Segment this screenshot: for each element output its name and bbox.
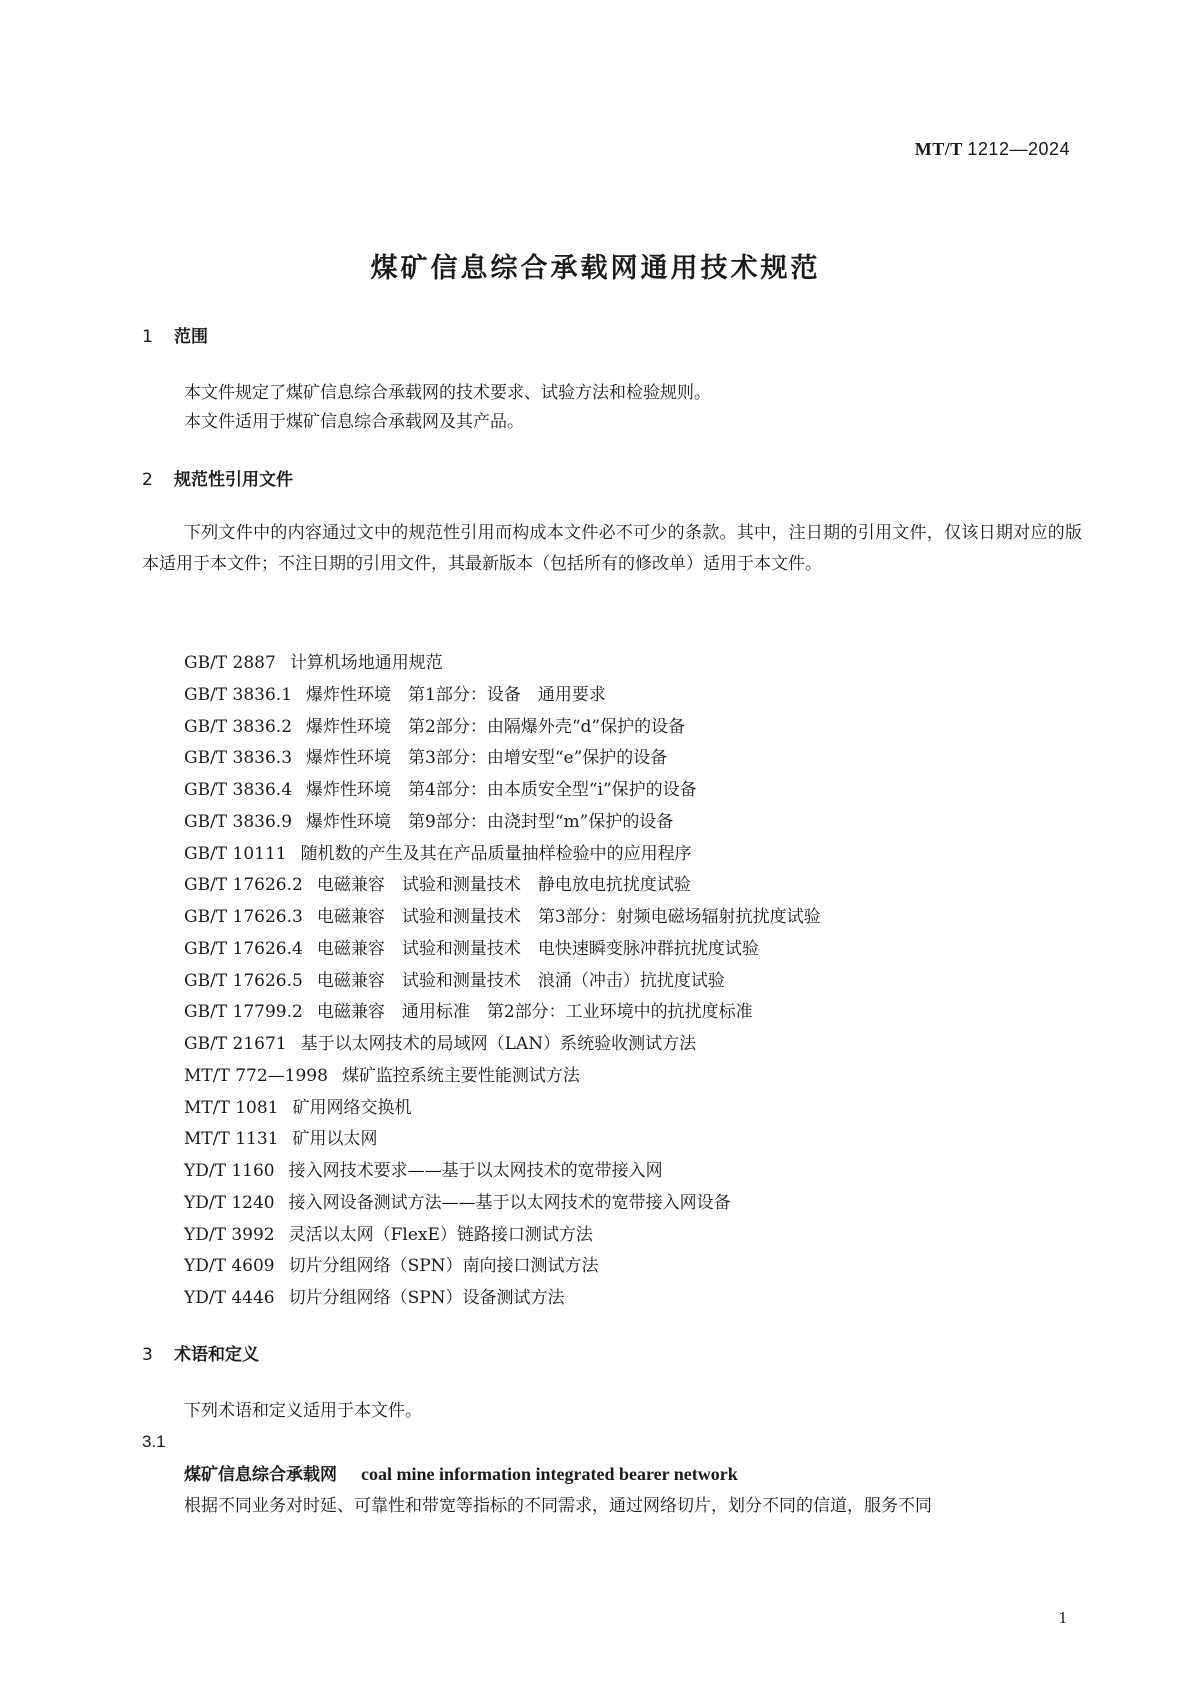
reference-code: MT/T 1081 [184,1097,279,1118]
reference-title: 切片分组网络（SPN）设备测试方法 [288,1288,565,1308]
reference-list [184,648,821,1315]
section-title: 术语和定义 [174,1345,259,1365]
section-title: 范围 [174,327,208,347]
page-number: 1 [1058,1608,1067,1627]
reference-title: 爆炸性环境 第3部分：由增安型“e”保护的设备 [306,748,668,769]
reference-title: 电磁兼容 试验和测量技术 第3部分：射频电磁场辐射抗扰度试验 [316,907,821,927]
reference-title: 接入网设备测试方法——基于以太网技术的宽带接入网设备 [288,1192,731,1213]
list-item [184,1188,821,1220]
reference-code: GB/T 17626.4 [184,938,303,959]
reference-title: 爆炸性环境 第9部分：由浇封型“m”保护的设备 [306,811,674,832]
reference-code: GB/T 2887 [184,653,276,673]
document-title: 煤矿信息综合承载网通用技术规范 [370,253,821,284]
reference-code: MT/T 772—1998 [184,1065,328,1086]
reference-code: YD/T 1240 [184,1192,275,1213]
reference-title: 矿用以太网 [292,1129,378,1150]
reference-title: 电磁兼容 试验和测量技术 浪涌（冲击）抗扰度试验 [316,970,725,991]
reference-title: 煤矿监控系统主要性能测试方法 [341,1065,580,1086]
reference-title: 爆炸性环境 第2部分：由隔爆外壳“d”保护的设备 [306,716,686,737]
paragraph: 下列术语和定义适用于本文件。 [184,1401,422,1421]
list-item [184,870,821,902]
reference-title: 矿用网络交换机 [292,1097,412,1118]
reference-title: 灵活以太网（FlexE）链路接口测试方法 [288,1224,593,1245]
list-item [184,1124,821,1156]
list-item [184,743,821,775]
list-item [184,1029,821,1061]
list-item [184,680,821,712]
reference-code: GB/T 17799.2 [184,1002,303,1023]
standard-prefix: MT/T [914,139,963,159]
list-item [184,1283,821,1315]
list-item [184,839,821,871]
section-heading-terms-and-definitions [142,1340,259,1365]
section-heading-scope [142,322,208,347]
list-item [184,1156,821,1188]
reference-title: 计算机场地通用规范 [289,653,443,673]
term-entry [184,1460,738,1485]
reference-code: YD/T 4446 [184,1288,275,1308]
list-item [184,997,821,1029]
reference-title: 切片分组网络（SPN）南向接口测试方法 [288,1256,599,1277]
section-title: 规范性引用文件 [174,470,293,490]
reference-code: GB/T 17626.5 [184,970,303,991]
paragraph: 本文件适用于煤矿信息综合承载网及其产品。 [184,412,524,432]
reference-title: 爆炸性环境 第4部分：由本质安全型“i”保护的设备 [306,780,697,800]
reference-code: YD/T 1160 [184,1161,275,1181]
reference-title: 爆炸性环境 第1部分：设备 通用要求 [306,684,606,705]
reference-code: GB/T 3836.2 [184,716,293,737]
reference-code: YD/T 4609 [184,1256,275,1277]
section-number: 2 [142,470,153,490]
paragraph: 本文件规定了煤矿信息综合承载网的技术要求、试验方法和检验规则。 [184,383,711,403]
list-item [184,648,821,680]
term-number: 3.1 [142,1432,166,1451]
standard-code [915,139,1070,160]
reference-title: 基于以太网技术的局域网（LAN）系统验收测试方法 [300,1034,697,1054]
list-item [184,1220,821,1252]
term-english: coal mine information integrated bearer network [361,1464,738,1484]
reference-code: GB/T 17626.3 [184,907,303,927]
reference-code: GB/T 3836.9 [184,811,293,832]
reference-code: MT/T 1131 [184,1129,279,1150]
list-item [184,1061,821,1093]
list-item [184,934,821,966]
term-definition: 根据不同业务对时延、可靠性和带宽等指标的不同需求，通过网络切片，划分不同的信道，服务不同 [184,1496,932,1516]
list-item [184,902,821,934]
list-item [184,966,821,998]
list-item [184,807,821,839]
reference-code: GB/T 3836.1 [184,684,293,705]
section-number: 3 [142,1345,153,1365]
reference-code: GB/T 21671 [184,1034,287,1054]
reference-title: 电磁兼容 试验和测量技术 电快速瞬变脉冲群抗扰度试验 [316,938,759,959]
reference-title: 接入网技术要求——基于以太网技术的宽带接入网 [288,1161,663,1181]
list-item [184,775,821,807]
reference-code: GB/T 10111 [184,843,287,864]
list-item [184,1251,821,1283]
reference-code: GB/T 3836.4 [184,780,293,800]
reference-title: 电磁兼容 通用标准 第2部分：工业环境中的抗扰度标准 [316,1002,753,1023]
reference-code: GB/T 3836.3 [184,748,293,769]
standard-number: 1212—2024 [967,139,1070,159]
list-item [184,712,821,744]
reference-title: 电磁兼容 试验和测量技术 静电放电抗扰度试验 [316,875,691,896]
term-chinese: 煤矿信息综合承载网 [184,1465,337,1485]
section-number: 1 [142,327,153,347]
list-item [184,1093,821,1125]
paragraph: 下列文件中的内容通过文中的规范性引用而构成本文件必不可少的条款。其中，注日期的引用文件，仅该日期对应的版本适用于本文件；不注日期的引用文件，其最新版本（包括所有的修改单）适用于本文件。 [142,523,1082,574]
reference-code: GB/T 17626.2 [184,875,303,896]
section-heading-normative-references [142,465,293,490]
reference-code: YD/T 3992 [184,1224,275,1245]
reference-title: 随机数的产生及其在产品质量抽样检验中的应用程序 [300,843,692,864]
